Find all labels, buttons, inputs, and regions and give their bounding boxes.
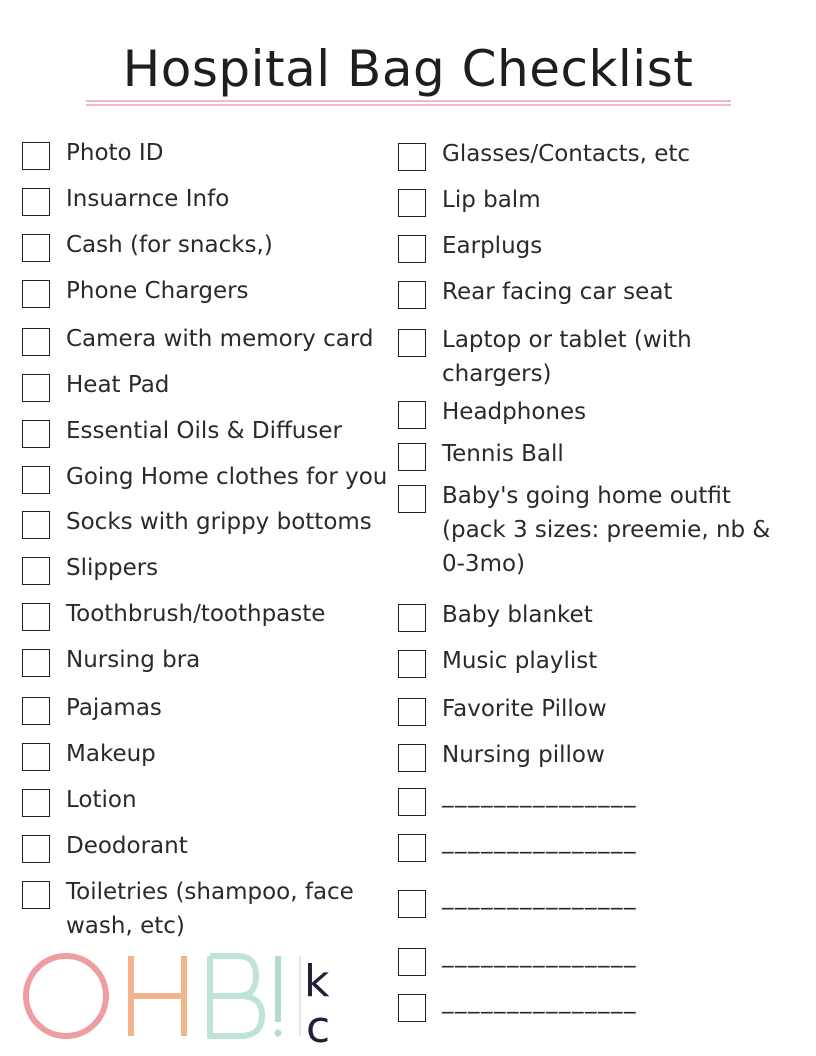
logo-letter-o [26,956,106,1036]
right-item-checkbox[interactable] [398,401,426,429]
left-item-checkbox[interactable] [22,697,50,725]
left-item-label: Toothbrush/toothpaste [66,601,326,627]
left-item-checkbox[interactable] [22,374,50,402]
right-item-checkbox[interactable] [398,189,426,217]
right-item-checkbox[interactable] [398,329,426,357]
page-title: Hospital Bag Checklist [122,40,694,98]
right-item-checkbox[interactable] [398,744,426,772]
left-item-label: Socks with grippy bottoms [66,509,372,535]
left-item-checkbox[interactable] [22,649,50,677]
title-rule [86,104,731,106]
left-item-label: Insuarnce Info [66,186,230,212]
right-item-label: Baby blanket [442,602,593,628]
right-item-label: Baby's going home outfit (pack 3 sizes: preemie, nb & 0-3mo) [442,483,771,577]
right-item-label: Tennis Ball [442,441,564,467]
blank-item-checkbox[interactable] [398,890,426,918]
logo-letter-b [210,956,262,1036]
right-item-label: Headphones [442,399,587,425]
right-item-checkbox[interactable] [398,650,426,678]
right-item-label: Rear facing car seat [442,279,673,305]
left-item-label: Camera with memory card [66,326,374,352]
left-item-checkbox[interactable] [22,466,50,494]
ohbkc-logo [18,940,358,1050]
right-item-checkbox[interactable] [398,235,426,263]
right-item-label: Nursing pillow [442,742,605,768]
blank-line[interactable]: _______________ [442,884,637,910]
left-item-label: Heat Pad [66,372,170,398]
logo-letter-c: c [306,1002,331,1050]
blank-item-checkbox[interactable] [398,788,426,816]
blank-line[interactable]: _______________ [442,988,637,1014]
right-item-checkbox[interactable] [398,698,426,726]
right-item-label: Glasses/Contacts, etc [442,141,691,167]
left-item-label: Essential Oils & Diffuser [66,418,342,444]
right-item-checkbox[interactable] [398,604,426,632]
blank-line[interactable]: _______________ [442,828,637,854]
right-item-label: Music playlist [442,648,598,674]
left-item-checkbox[interactable] [22,789,50,817]
blank-item-checkbox[interactable] [398,834,426,862]
left-item-checkbox[interactable] [22,743,50,771]
left-item-label: Nursing bra [66,647,201,673]
right-item-checkbox[interactable] [398,281,426,309]
right-item-checkbox[interactable] [398,485,426,513]
left-item-label: Cash (for snacks,) [66,232,273,258]
left-item-checkbox[interactable] [22,188,50,216]
left-item-label: Slippers [66,555,159,581]
title-rule [86,100,731,102]
left-item-checkbox[interactable] [22,234,50,262]
left-item-label: Lotion [66,787,137,813]
left-item-checkbox[interactable] [22,511,50,539]
left-item-checkbox[interactable] [22,557,50,585]
left-item-label: Makeup [66,741,156,767]
logo-letter-k: k [304,956,330,1007]
right-item-label: Favorite Pillow [442,696,607,722]
left-item-checkbox[interactable] [22,142,50,170]
right-item-label: Lip balm [442,187,541,213]
left-item-checkbox[interactable] [22,881,50,909]
left-item-label: Photo ID [66,140,164,166]
right-item-checkbox[interactable] [398,143,426,171]
blank-item-checkbox[interactable] [398,994,426,1022]
left-item-label: Deodorant [66,833,188,859]
blank-line[interactable]: _______________ [442,782,637,808]
left-item-checkbox[interactable] [22,603,50,631]
logo-letter-h [131,956,184,1036]
right-item-label: Laptop or tablet (with chargers) [442,327,692,387]
blank-line[interactable]: _______________ [442,942,637,968]
left-item-label: Going Home clothes for you [66,464,388,490]
left-item-checkbox[interactable] [22,280,50,308]
left-item-checkbox[interactable] [22,328,50,356]
right-item-label: Earplugs [442,233,543,259]
left-item-label: Pajamas [66,695,162,721]
left-item-checkbox[interactable] [22,420,50,448]
left-item-checkbox[interactable] [22,835,50,863]
left-item-label: Toiletries (shampoo, face wash, etc) [66,879,354,939]
right-item-checkbox[interactable] [398,443,426,471]
left-item-label: Phone Chargers [66,278,249,304]
blank-item-checkbox[interactable] [398,948,426,976]
logo-exclamation [275,956,282,1037]
